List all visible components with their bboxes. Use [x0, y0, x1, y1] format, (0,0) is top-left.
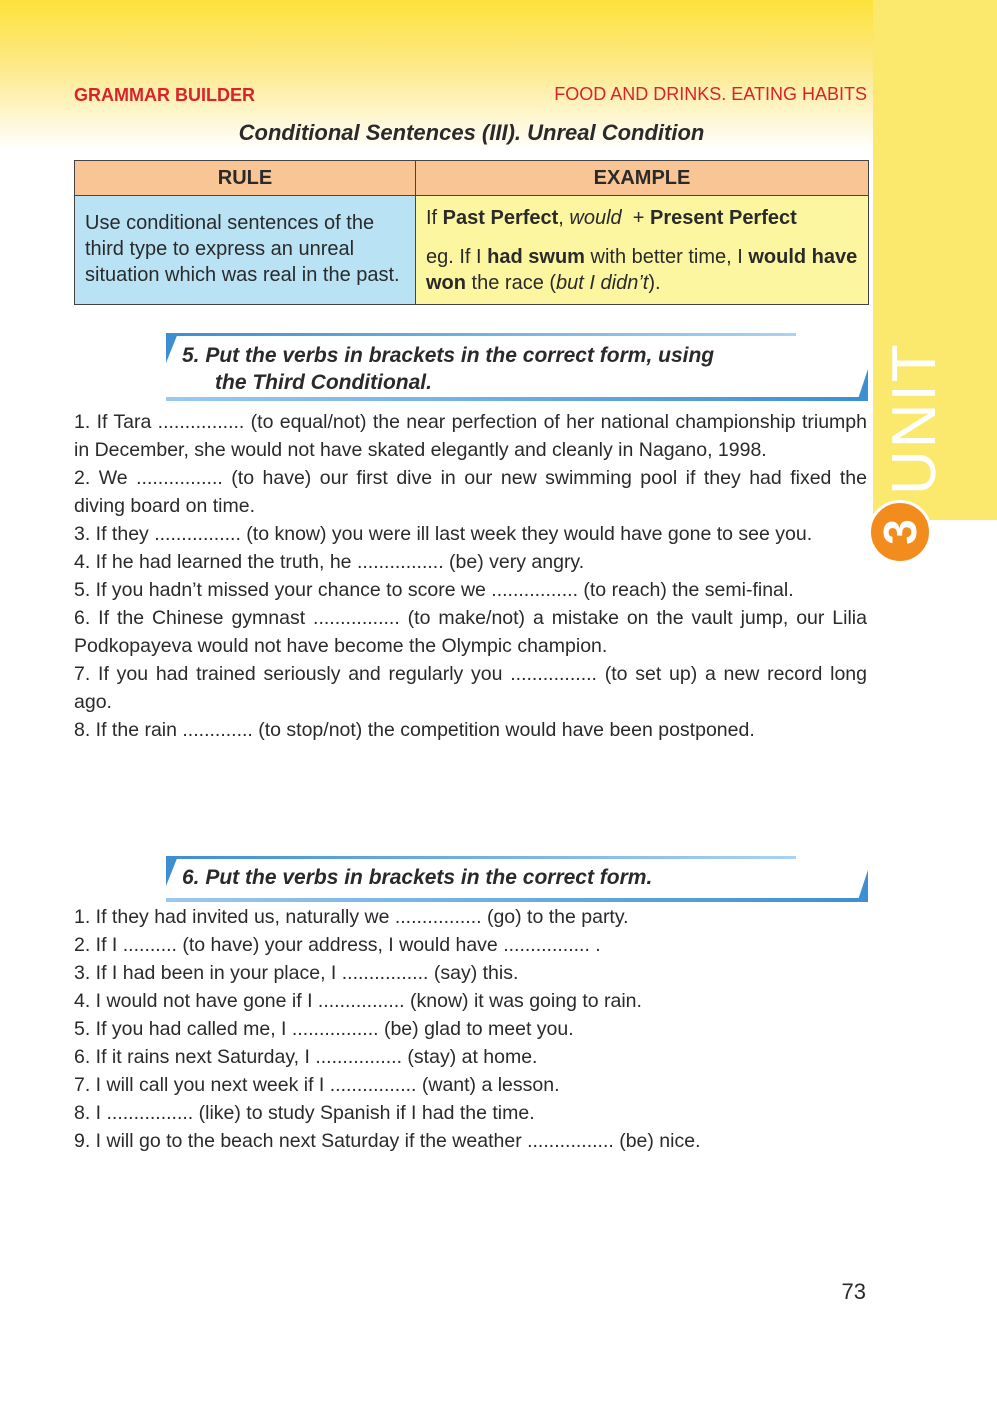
list-item: 9. I will go to the beach next Saturday if the weather ................ (be) nice. [74, 1130, 701, 1152]
rule-cell: Use conditional sentences of the third type to express an unreal situation which was real in the past. [75, 196, 416, 305]
exercise5-list [74, 408, 867, 744]
banner-bottom-line [166, 397, 868, 401]
list-item: 7. I will call you next week if I ................ (want) a lesson. [74, 1074, 560, 1096]
list-item: 1. If they had invited us, naturally we ................ (go) to the party. [74, 906, 629, 928]
unit-number-badge [868, 500, 932, 564]
formula [426, 206, 858, 230]
banner-top-line [166, 856, 796, 859]
banner-bottom-line [166, 898, 868, 902]
exercise5-title-line1: 5. Put the verbs in brackets in the correct form, using [182, 344, 715, 367]
list-item: 4. I would not have gone if I ................ (know) it was going to rain. [74, 990, 642, 1012]
banner-right-flag [858, 870, 868, 900]
example-bold2: would have won [426, 246, 858, 294]
list-item: 8. If the rain ............. (to stop/not) the competition would have been postponed. [74, 719, 755, 741]
example-start: eg. If I [426, 246, 488, 268]
example-header: EXAMPLE [416, 161, 869, 196]
rule-table [74, 160, 869, 305]
table-row [75, 196, 869, 305]
exercise5-title [182, 342, 714, 396]
example-end2: ). [648, 272, 661, 294]
formula-if: If [426, 207, 443, 229]
formula-part2: Present Perfect [650, 207, 797, 229]
topic-header: FOOD AND DRINKS. EATING HABITS [554, 84, 867, 104]
list-item: 4. If he had learned the truth, he ................ (be) very angry. [74, 551, 585, 573]
list-item: 8. I ................ (like) to study Spanish if I had the time. [74, 1102, 535, 1124]
example-bold1: had swum [487, 246, 585, 268]
list-item: 6. If it rains next Saturday, I ................ (stay) at home. [74, 1046, 538, 1068]
example-sentence [426, 244, 858, 296]
list-item: 2. We ................ (to have) our first dive in our new swimming pool if they had fixed the diving board on time. [74, 467, 867, 517]
list-item: 7. If you had trained seriously and regularly you ................ (to set up) a new record long ago. [74, 663, 867, 713]
page-number: 73 [841, 1279, 866, 1304]
example-middle: with better time, I [584, 246, 749, 268]
list-item: 5. If you had called me, I ................ (be) glad to meet you. [74, 1018, 574, 1040]
unit-label: UNIT [880, 342, 949, 495]
section-header: GRAMMAR BUILDER [74, 85, 255, 105]
banner-left-flag [166, 333, 178, 363]
banner-right-flag [858, 369, 868, 399]
example-end1: the race ( [466, 272, 557, 294]
banner-left-flag [166, 856, 178, 886]
list-item: 3. If they ................ (to know) you were ill last week they would have gone to see you. [74, 523, 813, 545]
list-item: 1. If Tara ................ (to equal/not) the near perfection of her national championship triumph in December, she would not have skated elegantly and cleanly in Nagano, 1998. [74, 411, 867, 461]
example-cell [416, 196, 869, 305]
unit-number: 3 [874, 519, 926, 545]
exercise6-list [74, 903, 867, 1155]
formula-would: would [569, 207, 622, 229]
rule-header: RULE [75, 161, 416, 196]
list-item: 2. If I .......... (to have) your address, I would have ................ . [74, 934, 601, 956]
formula-part1: Past Perfect [442, 207, 559, 229]
exercise6-banner [166, 856, 868, 902]
list-item: 3. If I had been in your place, I ................ (say) this. [74, 962, 519, 984]
formula-comma: , [558, 207, 570, 229]
page-title: Conditional Sentences (III). Unreal Condition [238, 120, 705, 145]
table-header-row [75, 161, 869, 196]
example-italic: but I didn’t [556, 272, 649, 294]
exercise6-title: 6. Put the verbs in brackets in the correct form. [182, 866, 653, 889]
formula-plus: + [621, 207, 651, 229]
exercise5-banner [166, 333, 868, 401]
list-item: 6. If the Chinese gymnast ................ (to make/not) a mistake on the vault jump, our Lilia Podkopayeva would not have become the Olympic champion. [74, 607, 867, 657]
exercise5-title-line2: the Third Conditional. [215, 371, 432, 394]
list-item: 5. If you hadn’t missed your chance to score we ................ (to reach) the semi-final. [74, 579, 794, 601]
banner-top-line [166, 333, 796, 336]
